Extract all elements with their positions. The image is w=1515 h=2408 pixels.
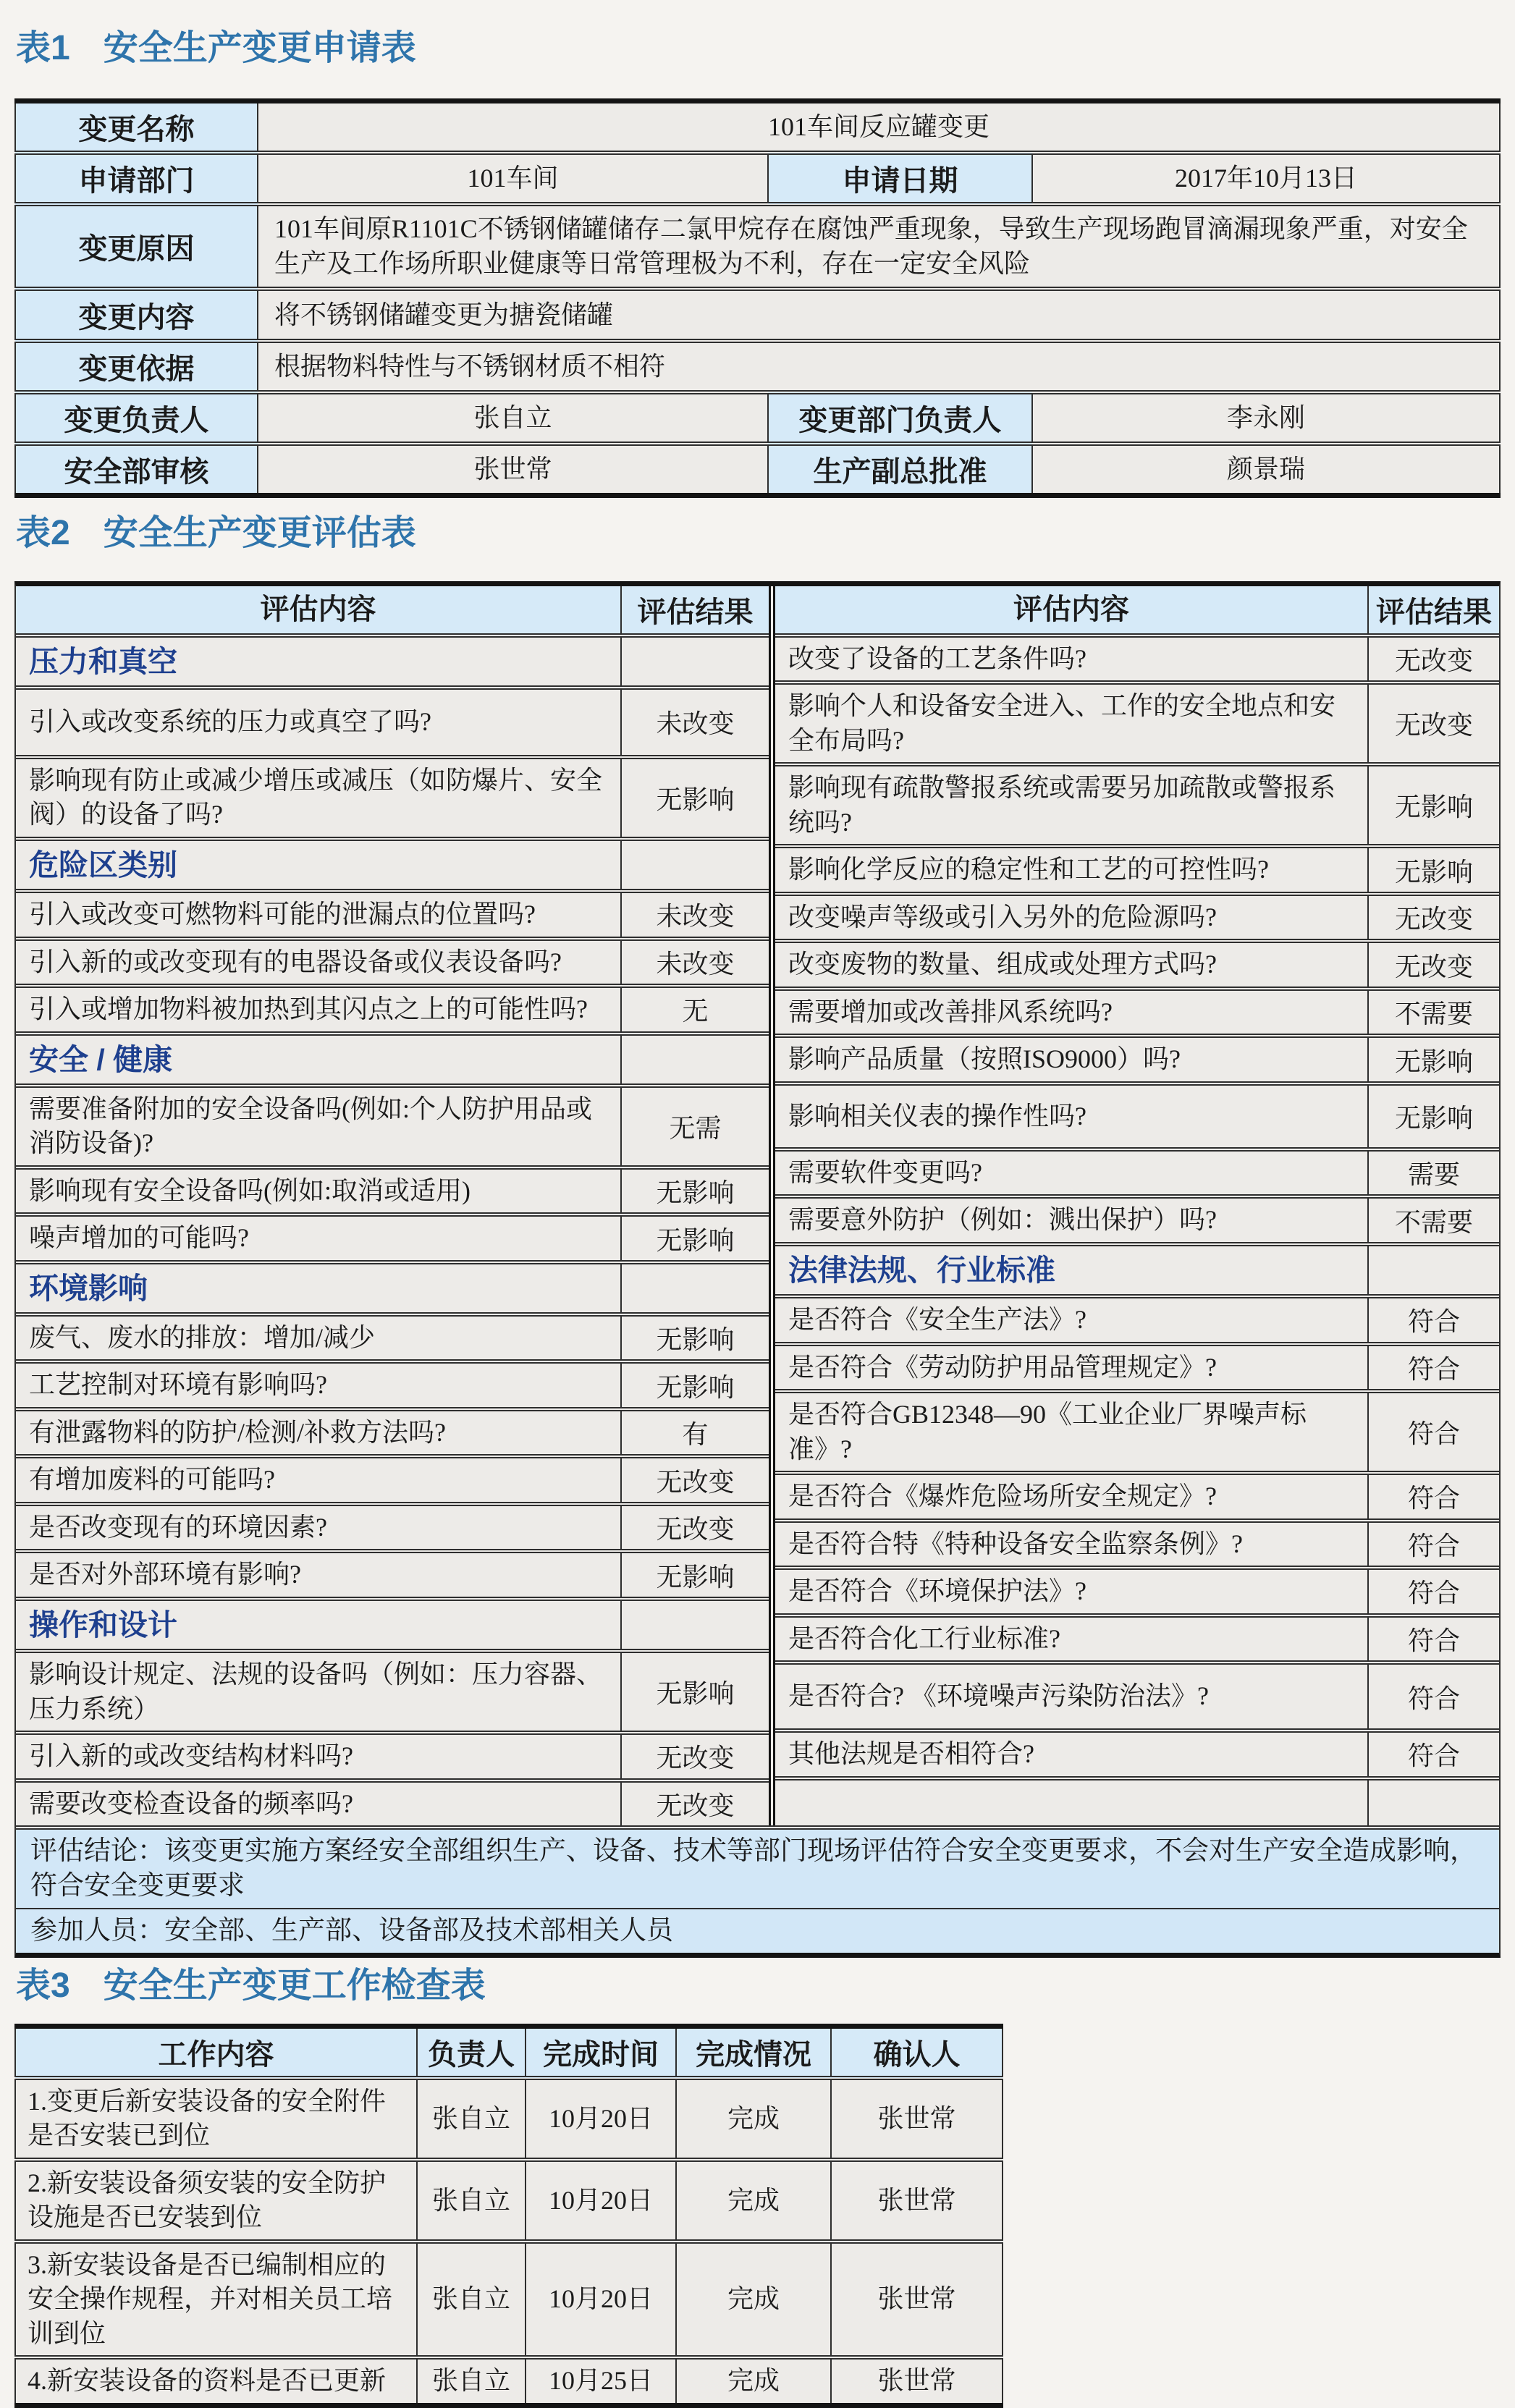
table-row — [15, 101, 1500, 153]
table-row — [15, 289, 1500, 341]
question-text: 影响现有防止或减少增压或减压（如防爆片、安全阀）的设备了吗? — [29, 765, 603, 829]
responsible-cell: 张自立 — [417, 2357, 526, 2405]
completion-status-cell: 完成 — [676, 2078, 831, 2160]
question-row — [775, 1038, 1499, 1086]
question-text: 影响现有安全设备吗(例如:取消或适用) — [29, 1175, 470, 1205]
table1-title-tag: 表1 — [16, 29, 70, 67]
result-value: 未改变 — [620, 690, 769, 755]
question-text: 影响设计规定、法规的设备吗（例如：压力容器、压力系统） — [29, 1660, 603, 1723]
table3-title-text: 安全生产变更工作检查表 — [103, 1966, 486, 2006]
question-row — [775, 1346, 1499, 1394]
field-value: 101车间反应罐变更 — [258, 101, 1500, 153]
field-value: 101车间 — [258, 153, 768, 204]
result-value: 无改变 — [620, 1735, 769, 1778]
question-row — [775, 1199, 1499, 1246]
result-value: 符合 — [1367, 1733, 1499, 1776]
question-row — [16, 1317, 769, 1364]
result-value — [620, 638, 769, 685]
question-text: 是否符合《爆炸危险场所安全规定》? — [788, 1482, 1217, 1511]
question-text: 其他法规是否相符合? — [788, 1739, 1034, 1769]
question-text: 影响现有疏散警报系统或需要另加疏散或警报系统吗? — [788, 773, 1336, 837]
result-value: 符合 — [1367, 1618, 1499, 1661]
question-text: 影响产品质量（按照ISO9000）吗? — [788, 1044, 1181, 1074]
question-row — [775, 685, 1499, 766]
question-text: 引入新的或改变现有的电器设备或仪表设备吗? — [29, 947, 562, 976]
question-row — [16, 1170, 769, 1217]
question-text: 引入或改变系统的压力或真空了吗? — [29, 707, 431, 737]
work-content-cell: 2.新安装设备须安装的安全防护设施是否已安装到位 — [15, 2160, 417, 2242]
question-text: 是否符合《安全生产法》? — [788, 1305, 1086, 1335]
col-header-completion-time: 完成时间 — [526, 2026, 676, 2078]
question-text — [775, 1780, 1367, 1825]
field-label: 申请日期 — [768, 153, 1032, 204]
question-row — [775, 638, 1499, 685]
question-row — [16, 1506, 769, 1554]
question-row — [16, 759, 769, 841]
result-value: 符合 — [1367, 1475, 1499, 1518]
participants-row: 参加人员：安全部、生产部、设备部及技术部相关人员 — [16, 1908, 1499, 1953]
field-value: 2017年10月13日 — [1032, 153, 1500, 204]
question-row — [16, 1217, 769, 1264]
question-row — [775, 1618, 1499, 1665]
question-row — [775, 1298, 1499, 1346]
section-title: 法律法规、行业标准 — [788, 1254, 1055, 1287]
field-value: 101车间原R1101C不锈钢储罐储存二氯甲烷存在腐蚀严重现象，导致生产现场跑冒滴漏现象严重，对安全生产及工作场所职业健康等日常管理极为不利，存在一定安全风险 — [258, 204, 1500, 289]
result-value: 无影响 — [1367, 1038, 1499, 1081]
field-value: 根据物料特性与不锈钢材质不相符 — [258, 341, 1500, 392]
column-header-content: 评估内容 — [775, 586, 1367, 633]
responsible-cell: 张自立 — [417, 2078, 526, 2160]
section-row — [775, 1246, 1499, 1298]
work-content-cell: 4.新安装设备的资料是否已更新 — [15, 2357, 417, 2405]
section-title: 操作和设计 — [29, 1608, 177, 1642]
evaluation-columns — [16, 586, 1499, 1825]
result-value — [620, 1036, 769, 1083]
question-row — [16, 1411, 769, 1459]
question-row — [775, 1780, 1499, 1825]
question-text: 是否符合化工行业标准? — [788, 1623, 1060, 1653]
question-text: 工艺控制对环境有影响吗? — [29, 1370, 327, 1400]
field-value: 李永刚 — [1032, 392, 1500, 444]
question-row — [775, 1733, 1499, 1780]
evaluation-conclusion-row: 评估结论：该变更实施方案经安全部组织生产、设备、技术等部门现场评估符合安全变更要求，不会对生产安全造成影响，符合安全变更要求 — [16, 1830, 1499, 1908]
section-title: 安全 / 健康 — [29, 1042, 173, 1076]
question-row — [16, 690, 769, 759]
question-row — [775, 991, 1499, 1039]
result-value: 有 — [620, 1411, 769, 1455]
table-row — [15, 153, 1500, 204]
question-text: 引入或增加物料被加热到其闪点之上的可能性吗? — [29, 994, 588, 1024]
confirmer-cell: 张世常 — [831, 2357, 1003, 2405]
question-text: 有泄露物料的防护/检测/补救方法吗? — [29, 1417, 446, 1447]
result-value: 无需 — [620, 1088, 769, 1165]
completion-status-cell: 完成 — [676, 2357, 831, 2405]
question-row — [16, 1553, 769, 1601]
field-label: 变更内容 — [15, 289, 258, 341]
question-text: 是否对外部环境有影响? — [29, 1560, 301, 1589]
result-value: 未改变 — [620, 941, 769, 984]
table-row — [15, 444, 1500, 496]
confirmer-cell: 张世常 — [831, 2242, 1003, 2358]
question-row — [16, 941, 769, 989]
column-header-result: 评估结果 — [620, 586, 769, 633]
result-value: 无改变 — [1367, 685, 1499, 762]
section-title: 危险区类别 — [29, 848, 177, 882]
question-row — [16, 893, 769, 941]
result-value — [1367, 1780, 1499, 1825]
table-row — [15, 2078, 1003, 2160]
question-text: 需要意外防护（例如：溅出保护）吗? — [788, 1205, 1217, 1235]
question-row — [775, 1393, 1499, 1475]
question-row — [16, 1783, 769, 1826]
section-title: 环境影响 — [29, 1271, 148, 1305]
table1-title-text: 安全生产变更申请表 — [103, 29, 416, 67]
result-value: 无影响 — [620, 759, 769, 837]
question-row — [775, 1523, 1499, 1571]
evaluation-header-row — [16, 586, 769, 638]
question-row — [775, 1665, 1499, 1733]
question-text: 需要增加或改善排风系统吗? — [788, 997, 1113, 1026]
result-value: 无影响 — [1367, 848, 1499, 892]
section-row — [16, 1601, 769, 1653]
work-checklist-table — [14, 2024, 1003, 2408]
result-value: 无改变 — [1367, 896, 1499, 939]
table3-title — [16, 1968, 1501, 2004]
question-row — [775, 766, 1499, 848]
confirmer-cell: 张世常 — [831, 2078, 1003, 2160]
result-value — [1367, 1246, 1499, 1294]
question-text: 是否符合《环境保护法》? — [788, 1576, 1086, 1606]
completion-time-cell: 10月25日 — [526, 2357, 676, 2405]
evaluation-header-row — [775, 586, 1499, 638]
question-row — [775, 848, 1499, 896]
field-label: 变更部门负责人 — [768, 392, 1032, 444]
field-label: 安全部审核 — [15, 444, 258, 496]
result-value: 无影响 — [620, 1217, 769, 1260]
result-value: 符合 — [1367, 1570, 1499, 1613]
question-text: 影响相关仪表的操作性吗? — [788, 1101, 1086, 1131]
result-value: 不需要 — [1367, 991, 1499, 1034]
result-value: 符合 — [1367, 1393, 1499, 1471]
result-value: 未改变 — [620, 893, 769, 937]
col-header-work-content: 工作内容 — [15, 2026, 417, 2078]
table2-title-tag: 表2 — [16, 514, 70, 553]
result-value: 无影响 — [1367, 1086, 1499, 1147]
question-text: 是否改变现有的环境因素? — [29, 1512, 327, 1542]
table2-title-text: 安全生产变更评估表 — [103, 514, 416, 553]
question-row — [16, 988, 769, 1036]
completion-status-cell: 完成 — [676, 2242, 831, 2358]
evaluation-right-half — [769, 586, 1499, 1825]
col-header-completion-status: 完成情况 — [676, 2026, 831, 2078]
result-value: 无改变 — [620, 1506, 769, 1550]
question-row — [775, 1570, 1499, 1618]
question-row — [775, 1086, 1499, 1152]
table-row — [15, 392, 1500, 444]
field-label: 变更依据 — [15, 341, 258, 392]
result-value: 无影响 — [620, 1653, 769, 1731]
field-value: 将不锈钢储罐变更为搪瓷储罐 — [258, 289, 1500, 341]
question-row — [775, 896, 1499, 944]
completion-time-cell: 10月20日 — [526, 2078, 676, 2160]
field-label: 申请部门 — [15, 153, 258, 204]
question-text: 引入或改变可燃物料可能的泄漏点的位置吗? — [29, 900, 536, 929]
result-value: 符合 — [1367, 1298, 1499, 1342]
field-label: 变更原因 — [15, 204, 258, 289]
field-label: 变更名称 — [15, 101, 258, 153]
result-value: 无 — [620, 988, 769, 1031]
table-row — [15, 2357, 1003, 2405]
result-value: 无改变 — [620, 1458, 769, 1502]
confirmer-cell: 张世常 — [831, 2160, 1003, 2242]
question-row — [16, 1458, 769, 1506]
result-value: 无影响 — [620, 1170, 769, 1213]
table3-title-tag: 表3 — [16, 1966, 70, 2006]
question-text: 需要改变检查设备的频率吗? — [29, 1788, 353, 1818]
result-value — [620, 1601, 769, 1649]
question-text: 需要准备附加的安全设备吗(例如:个人防护用品或消防设备)? — [29, 1094, 592, 1158]
result-value: 无影响 — [620, 1317, 769, 1360]
column-header-result: 评估结果 — [1367, 586, 1499, 633]
checklist-header-row — [15, 2026, 1003, 2078]
col-header-confirmer: 确认人 — [831, 2026, 1003, 2078]
field-value: 张世常 — [258, 444, 768, 496]
responsible-cell: 张自立 — [417, 2242, 526, 2358]
question-text: 有增加废料的可能吗? — [29, 1465, 275, 1495]
evaluation-left-half — [16, 586, 769, 1825]
table2-title — [16, 515, 1501, 552]
section-row — [16, 1036, 769, 1088]
question-text: 影响化学反应的稳定性和工艺的可控性吗? — [788, 855, 1269, 884]
completion-time-cell: 10月20日 — [526, 2242, 676, 2358]
question-row — [775, 1475, 1499, 1523]
field-value: 张自立 — [258, 392, 768, 444]
table-row — [15, 2242, 1003, 2358]
question-text: 改变废物的数量、组成或处理方式吗? — [788, 950, 1217, 979]
result-value: 符合 — [1367, 1665, 1499, 1728]
question-text: 改变噪声等级或引入另外的危险源吗? — [788, 902, 1217, 931]
question-text: 噪声增加的可能吗? — [29, 1223, 249, 1253]
section-row — [16, 638, 769, 690]
section-title: 压力和真空 — [29, 644, 177, 678]
question-text: 废气、废水的排放：增加/减少 — [29, 1322, 376, 1352]
question-row — [16, 1364, 769, 1411]
question-row — [775, 943, 1499, 991]
completion-time-cell: 10月20日 — [526, 2160, 676, 2242]
result-value: 不需要 — [1367, 1199, 1499, 1242]
change-application-table — [14, 98, 1501, 498]
question-text: 是否符合GB12348—90《工业企业厂界噪声标准》? — [788, 1400, 1307, 1463]
result-value: 无改变 — [1367, 943, 1499, 987]
change-evaluation-table — [14, 581, 1501, 1959]
question-row — [16, 1653, 769, 1735]
question-text: 改变了设备的工艺条件吗? — [788, 643, 1086, 673]
table-row — [15, 341, 1500, 392]
result-value: 无改变 — [620, 1783, 769, 1826]
table-row — [15, 2160, 1003, 2242]
section-row — [16, 1264, 769, 1317]
question-text: 影响个人和设备安全进入、工作的安全地点和安全布局吗? — [788, 691, 1336, 755]
field-label: 变更负责人 — [15, 392, 258, 444]
column-header-content: 评估内容 — [16, 586, 620, 633]
result-value: 无影响 — [1367, 766, 1499, 844]
result-value: 无影响 — [620, 1553, 769, 1597]
question-text: 引入新的或改变结构材料吗? — [29, 1741, 353, 1771]
table1-title — [16, 30, 1501, 67]
question-text: 是否符合特《特种设备安全监察条例》? — [788, 1529, 1243, 1558]
completion-status-cell: 完成 — [676, 2160, 831, 2242]
result-value — [620, 841, 769, 889]
result-value: 无影响 — [620, 1364, 769, 1407]
section-row — [16, 841, 769, 893]
question-row — [16, 1735, 769, 1783]
question-text: 是否符合《劳动防护用品管理规定》? — [788, 1352, 1217, 1382]
question-row — [775, 1152, 1499, 1199]
table-row — [15, 204, 1500, 289]
field-value: 颜景瑞 — [1032, 444, 1500, 496]
responsible-cell: 张自立 — [417, 2160, 526, 2242]
question-text: 需要软件变更吗? — [788, 1157, 982, 1187]
question-row — [16, 1088, 769, 1170]
field-label: 生产副总批准 — [768, 444, 1032, 496]
result-value — [620, 1264, 769, 1312]
result-value: 符合 — [1367, 1523, 1499, 1566]
evaluation-footer — [16, 1825, 1499, 1953]
col-header-responsible: 负责人 — [417, 2026, 526, 2078]
work-content-cell: 1.变更后新安装设备的安全附件是否安装已到位 — [15, 2078, 417, 2160]
question-text: 是否符合? 《环境噪声污染防治法》? — [788, 1681, 1209, 1711]
result-value: 符合 — [1367, 1346, 1499, 1390]
work-content-cell: 3.新安装设备是否已编制相应的安全操作规程，并对相关员工培训到位 — [15, 2242, 417, 2358]
result-value: 需要 — [1367, 1152, 1499, 1195]
result-value: 无改变 — [1367, 638, 1499, 681]
